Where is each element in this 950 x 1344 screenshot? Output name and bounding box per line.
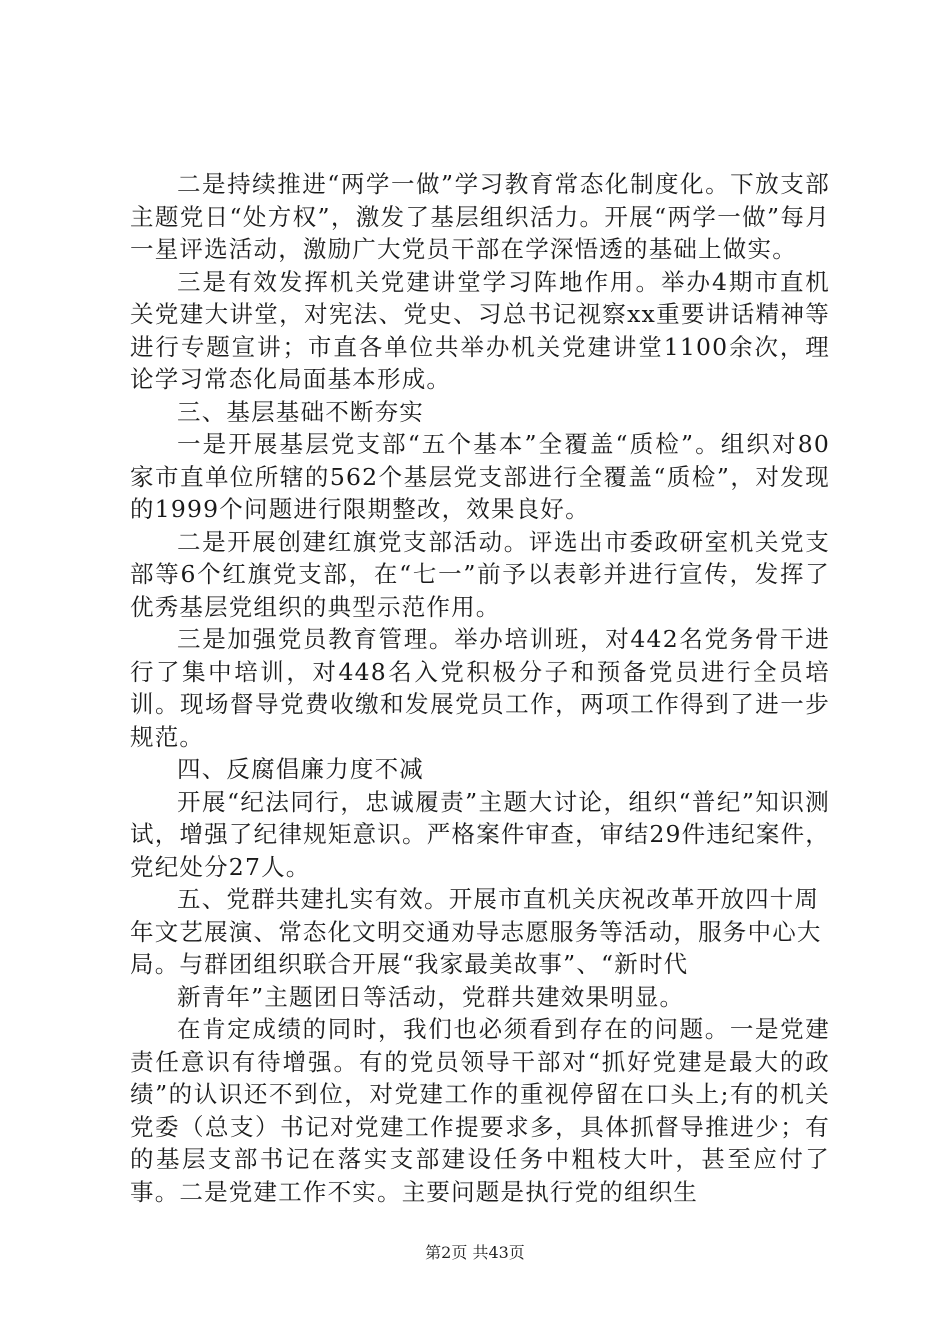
paragraph: 二是开展创建红旗党支部活动。评选出市委政研室机关党支部等6个红旗党支部，在“七一”前予以表彰并进行宣传，发挥了优秀基层党组织的典型示范作用。: [130, 527, 830, 621]
paragraph: 五、党群共建扎实有效。开展市直机关庆祝改革开放四十周年文艺展演、常态化文明交通劝导志愿服务等活动，服务中心大局。与群团组织联合开展“我家最美故事”、“新时代: [130, 885, 822, 978]
paragraph: 新青年”主题团日等活动，党群共建效果明显。: [177, 982, 685, 1011]
document-body: [130, 168, 830, 1208]
paragraph: 三是加强党员教育管理。举办培训班，对442名党务骨干进行了集中培训，对448名入党积极分子和预备党员进行全员培训。现场督导党费收缴和发展党员工作，两项工作得到了进一步规范。: [130, 625, 830, 751]
section-heading: 四、反腐倡廉力度不减: [177, 755, 424, 783]
page-number-footer: 第2页 共43页: [425, 1243, 525, 1262]
section-heading: 三、基层基础不断夯实: [177, 397, 424, 426]
paragraph: 一是开展基层党支部“五个基本”全覆盖“质检”。组织对80家市直单位所辖的562个基层党支部进行全覆盖“质检”，对发现的1999个问题进行限期整改，效果良好。: [130, 430, 830, 523]
paragraph: 三是有效发挥机关党建讲堂学习阵地作用。举办4期市直机关党建大讲堂，对宪法、党史、习总书记视察xx重要讲话精神等进行专题宣讲；市直各单位共举办机关党建讲堂1100余次，理论学习常态化局面基本形成。: [130, 267, 830, 393]
paragraph: 二是持续推进“两学一做”学习教育常态化制度化。下放支部主题党日“处方权”，激发了基层组织活力。开展“两学一做”每月一星评选活动，激励广大党员干部在学深悟透的基础上做实。: [130, 170, 830, 263]
paragraph: 在肯定成绩的同时，我们也必须看到存在的问题。一是党建责任意识有待增强。有的党员领导干部对“抓好党建是最大的政绩”的认识还不到位，对党建工作的重视停留在口头上;有的机关党委（总支）书记对党建工作提要求多，具体抓督导推进少；有的基层支部书记在落实支部建设任务中粗枝大叶，甚至应付了事。二是党建工作不实。主要问题是执行党的组织生: [130, 1015, 830, 1206]
paragraph: 开展“纪法同行，忠诚履责”主题大讨论，组织“普纪”知识测试，增强了纪律规矩意识。严格案件审查，审结29件违纪案件，党纪处分27人。: [130, 787, 830, 881]
